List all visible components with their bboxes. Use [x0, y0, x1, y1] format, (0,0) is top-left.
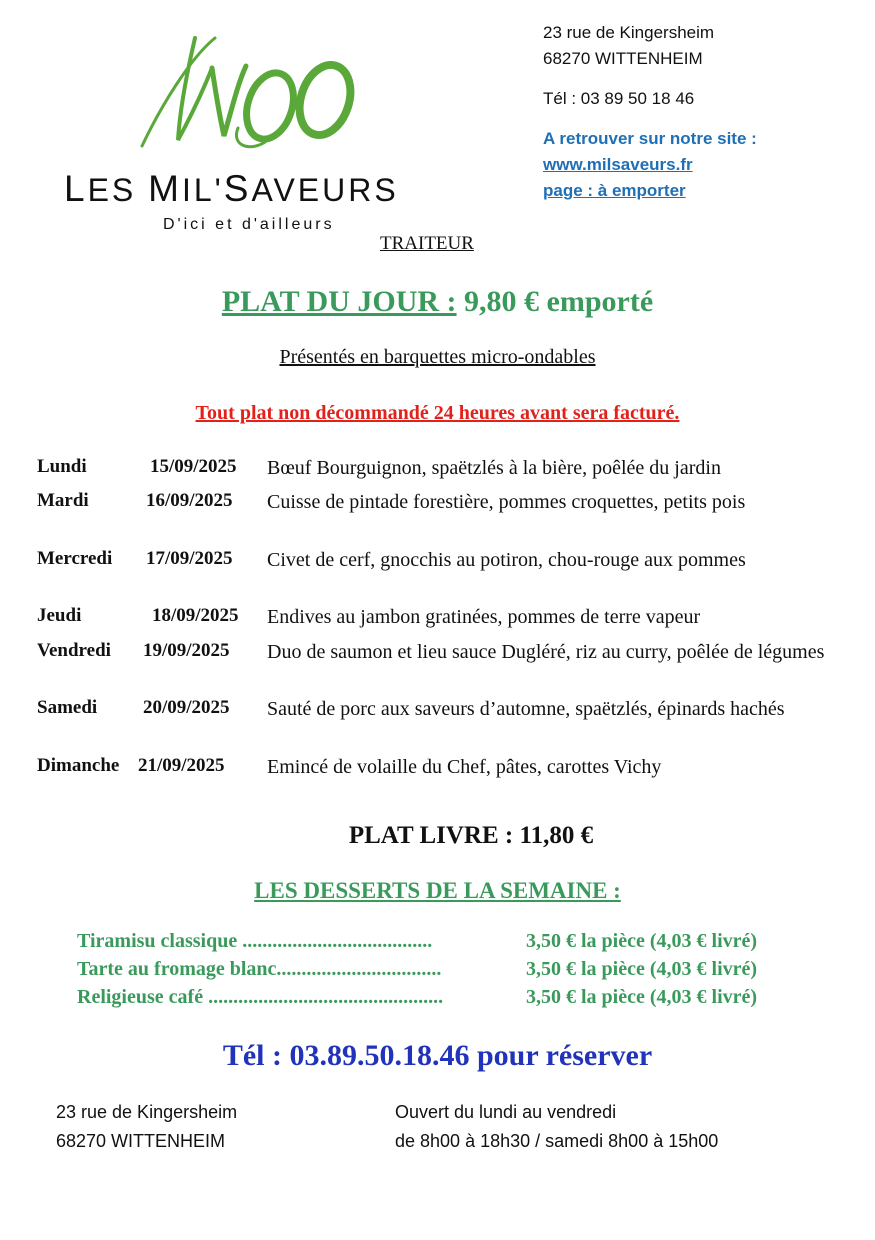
menu-dish: Endives au jambon gratinées, pommes de terre vapeur	[267, 606, 701, 628]
logo-mark	[120, 28, 400, 158]
header-address-line1: 23 rue de Kingersheim	[543, 23, 715, 42]
footer-hours	[395, 1098, 718, 1156]
site-page-link[interactable]: page : à emporter	[543, 181, 686, 200]
menu-dish: Emincé de volaille du Chef, pâtes, carottes Vichy	[267, 756, 662, 778]
footer-address	[56, 1098, 237, 1156]
cancellation-warning: Tout plat non décommandé 24 heures avant sera facturé.	[195, 402, 680, 424]
menu-date: 20/09/2025	[143, 697, 230, 718]
menu-date: 21/09/2025	[138, 755, 225, 776]
menu-date: 16/09/2025	[146, 490, 233, 511]
menu-dish: Sauté de porc aux saveurs d’automne, spaëtzlés, épinards hachés	[267, 698, 785, 720]
reservation-phone: Tél : 03.89.50.18.46 pour réserver	[222, 1039, 653, 1072]
plat-du-jour-label: PLAT DU JOUR :	[221, 285, 457, 318]
plat-du-jour-price: 9,80 € emporté	[456, 285, 654, 318]
plat-du-jour-title	[0, 285, 875, 319]
menu-dish: Civet de cerf, gnocchis au potiron, chou-rouge aux pommes	[267, 549, 746, 571]
dessert-price: 3,50 € la pièce (4,03 € livré)	[526, 930, 758, 952]
dessert-price: 3,50 € la pièce (4,03 € livré)	[526, 958, 758, 980]
menu-day: Jeudi	[37, 605, 82, 626]
header-phone: Tél : 03 89 50 18 46	[543, 89, 695, 108]
dessert-name: Tarte au fromage blanc.................................	[77, 958, 442, 980]
footer-hours-line1: Ouvert du lundi au vendredi	[395, 1102, 617, 1122]
menu-dish: Bœuf Bourguignon, spaëtzlés à la bière, poêlée du jardin	[267, 457, 721, 479]
footer-hours-line2: de 8h00 à 18h30 / samedi 8h00 à 15h00	[395, 1131, 719, 1151]
footer-address-line2: 68270 WITTENHEIM	[56, 1131, 226, 1151]
menu-day: Dimanche	[37, 755, 120, 776]
brand-name: LES MIL'SAVEURS	[64, 168, 399, 209]
category-label: TRAITEUR	[380, 233, 474, 254]
menu-day: Mardi	[37, 490, 89, 511]
site-intro: A retrouver sur notre site :	[543, 129, 757, 148]
brand-tagline: D'ici et d'ailleurs	[163, 216, 335, 233]
plat-livre-price: PLAT LIVRE : 11,80 €	[348, 822, 594, 849]
menu-day: Lundi	[37, 456, 87, 477]
menu-date: 19/09/2025	[143, 640, 230, 661]
site-url-link[interactable]: www.milsaveurs.fr	[543, 155, 693, 174]
dessert-name: Religieuse café ...............................................	[77, 986, 444, 1008]
menu-day: Mercredi	[37, 548, 113, 569]
desserts-title: LES DESSERTS DE LA SEMAINE :	[254, 878, 621, 903]
dessert-name: Tiramisu classique ......................................	[77, 930, 433, 952]
menu-dish: Duo de saumon et lieu sauce Dugléré, riz au curry, poêlée de légumes	[267, 641, 825, 663]
menu-date: 18/09/2025	[152, 605, 239, 626]
menu-day: Vendredi	[37, 640, 111, 661]
menu-day: Samedi	[37, 697, 98, 718]
menu-date: 17/09/2025	[146, 548, 233, 569]
dessert-price: 3,50 € la pièce (4,03 € livré)	[526, 986, 758, 1008]
menu-date: 15/09/2025	[150, 456, 237, 477]
header-address-line2: 68270 WITTENHEIM	[543, 49, 703, 68]
menu-dish: Cuisse de pintade forestière, pommes croquettes, petits pois	[267, 491, 746, 513]
footer-address-line1: 23 rue de Kingersheim	[56, 1102, 238, 1122]
presentation-note: Présentés en barquettes micro-ondables	[279, 346, 596, 368]
header-contact	[543, 20, 757, 204]
